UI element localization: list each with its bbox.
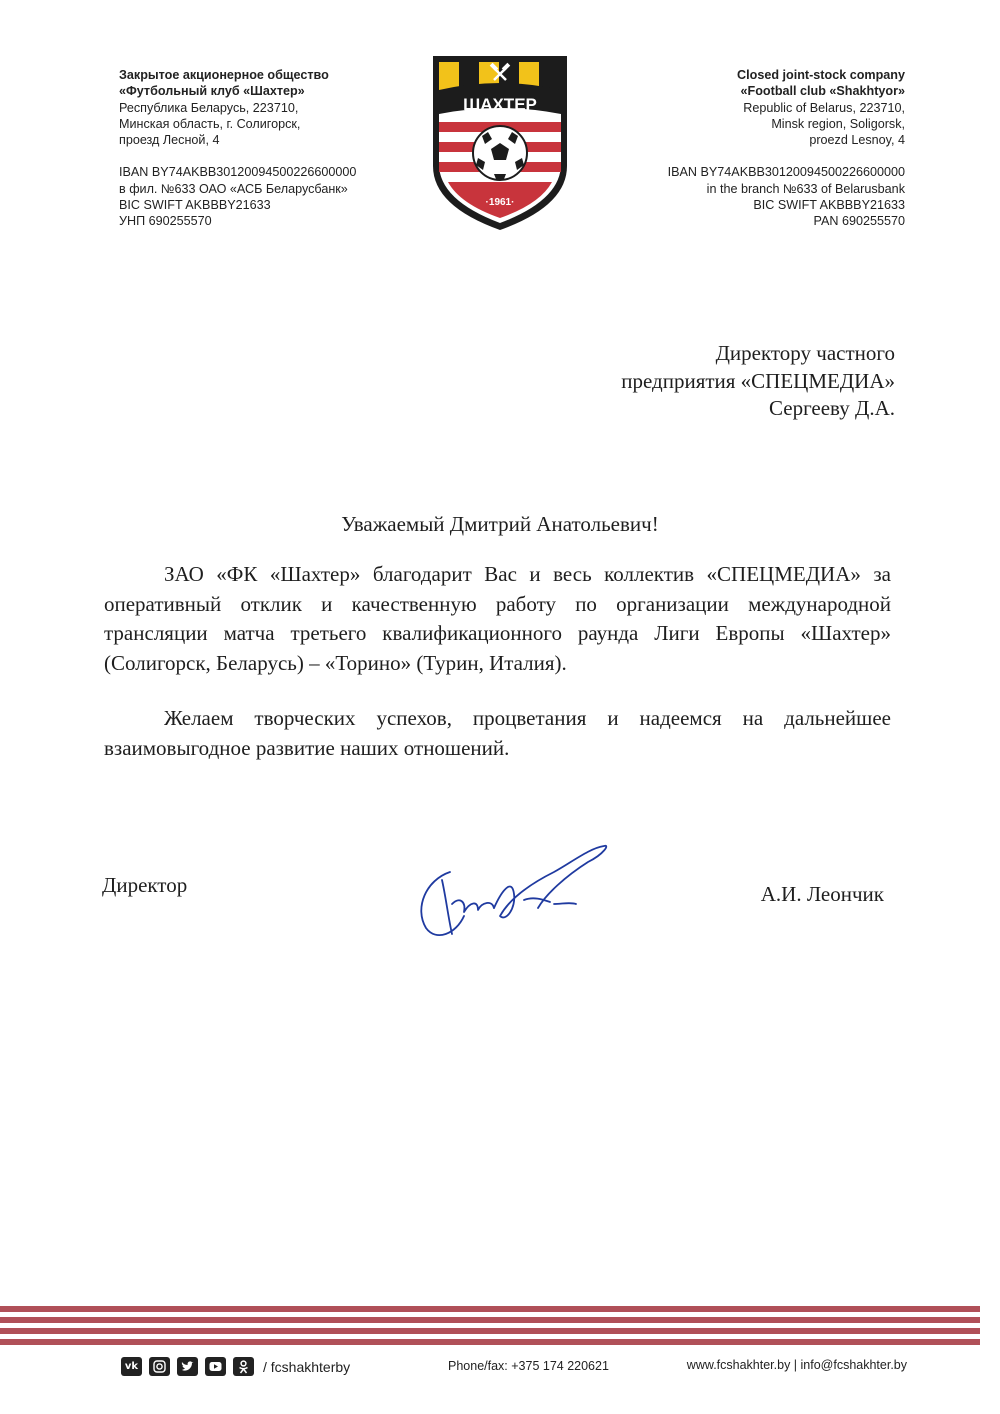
recipient-block xyxy=(621,340,895,423)
address-ru-line2: Минская область, г. Солигорск, xyxy=(119,116,301,131)
social-handle[interactable]: / fcshakhterby xyxy=(263,1358,351,1375)
bank-branch-ru: в фил. №633 ОАО «АСБ Беларусбанк» xyxy=(119,181,348,196)
signatory-name: А.И. Леончик xyxy=(760,882,884,906)
salutation: Уважаемый Дмитрий Анатольевич! xyxy=(341,512,659,536)
club-logo xyxy=(430,48,570,232)
footer-stripes xyxy=(0,1306,980,1346)
bic-en: BIC SWIFT AKBBBY21633 xyxy=(753,198,905,213)
company-name-ru-line1: Закрытое акционерное общество xyxy=(119,68,329,82)
address-ru-line1: Республика Беларусь, 223710, xyxy=(119,100,299,115)
footer-phone: Phone/fax: +375 174 220621 xyxy=(448,1359,609,1373)
vk-icon[interactable]: vk xyxy=(121,1357,142,1376)
address-en-line3: proezd Lesnoy, 4 xyxy=(809,133,905,148)
recipient-line3: Сергееву Д.А. xyxy=(769,396,895,420)
instagram-icon[interactable] xyxy=(149,1357,170,1376)
recipient-line2: предприятия «СПЕЦМЕДИА» xyxy=(621,368,895,393)
twitter-icon[interactable] xyxy=(177,1357,198,1376)
letter-paragraph-1: ЗАО «ФК «Шахтер» благодарит Вас и весь коллектив «СПЕЦМЕДИА» за оперативный отклик и качественную работу по организации международной трансляции матча третьего квалификационного раунда Лиги Европы «Шахтер» (Солигорск, Беларусь) – «Торино» (Турин, Италия). xyxy=(104,562,891,675)
company-name-en-line1: Closed joint-stock company xyxy=(737,68,905,82)
company-name-en-line2: «Football club «Shakhtyor» xyxy=(740,84,905,99)
letter-paragraph-2: Желаем творческих успехов, процветания и надеемся на дальнейшее взаимовыгодное развитие наших отношений. xyxy=(104,706,891,760)
bic-ru: BIC SWIFT AKBBBY21633 xyxy=(119,198,271,213)
tax-id-en: PAN 690255570 xyxy=(813,214,905,229)
address-en-line2: Minsk region, Soligorsk, xyxy=(771,116,905,131)
logo-club-name: ШАХТЕР xyxy=(463,95,537,114)
logo-year: ·1961· xyxy=(485,197,515,208)
handwritten-signature xyxy=(412,838,612,940)
iban-en: IBAN BY74AKBB30120094500226600000 xyxy=(667,165,905,180)
header-left-block xyxy=(119,67,356,230)
address-en-line1: Republic of Belarus, 223710, xyxy=(743,100,905,115)
bank-branch-en: in the branch №633 of Belarusbank xyxy=(706,181,905,196)
signatory-title: Директор xyxy=(102,873,188,897)
social-links xyxy=(121,1357,350,1376)
iban-ru: IBAN BY74AKBB30120094500226600000 xyxy=(119,165,357,180)
recipient-line1: Директору частного xyxy=(715,341,895,365)
tax-id-ru: УНП 690255570 xyxy=(119,214,212,229)
company-name-ru-line2: «Футбольный клуб «Шахтер» xyxy=(119,84,305,99)
youtube-icon[interactable] xyxy=(205,1357,226,1376)
header-right-block xyxy=(668,67,905,230)
odnoklassniki-icon[interactable] xyxy=(233,1357,254,1376)
address-ru-line3: проезд Лесной, 4 xyxy=(119,133,220,148)
footer-web-links[interactable]: www.fcshakhter.by | info@fcshakhter.by xyxy=(686,1358,907,1372)
